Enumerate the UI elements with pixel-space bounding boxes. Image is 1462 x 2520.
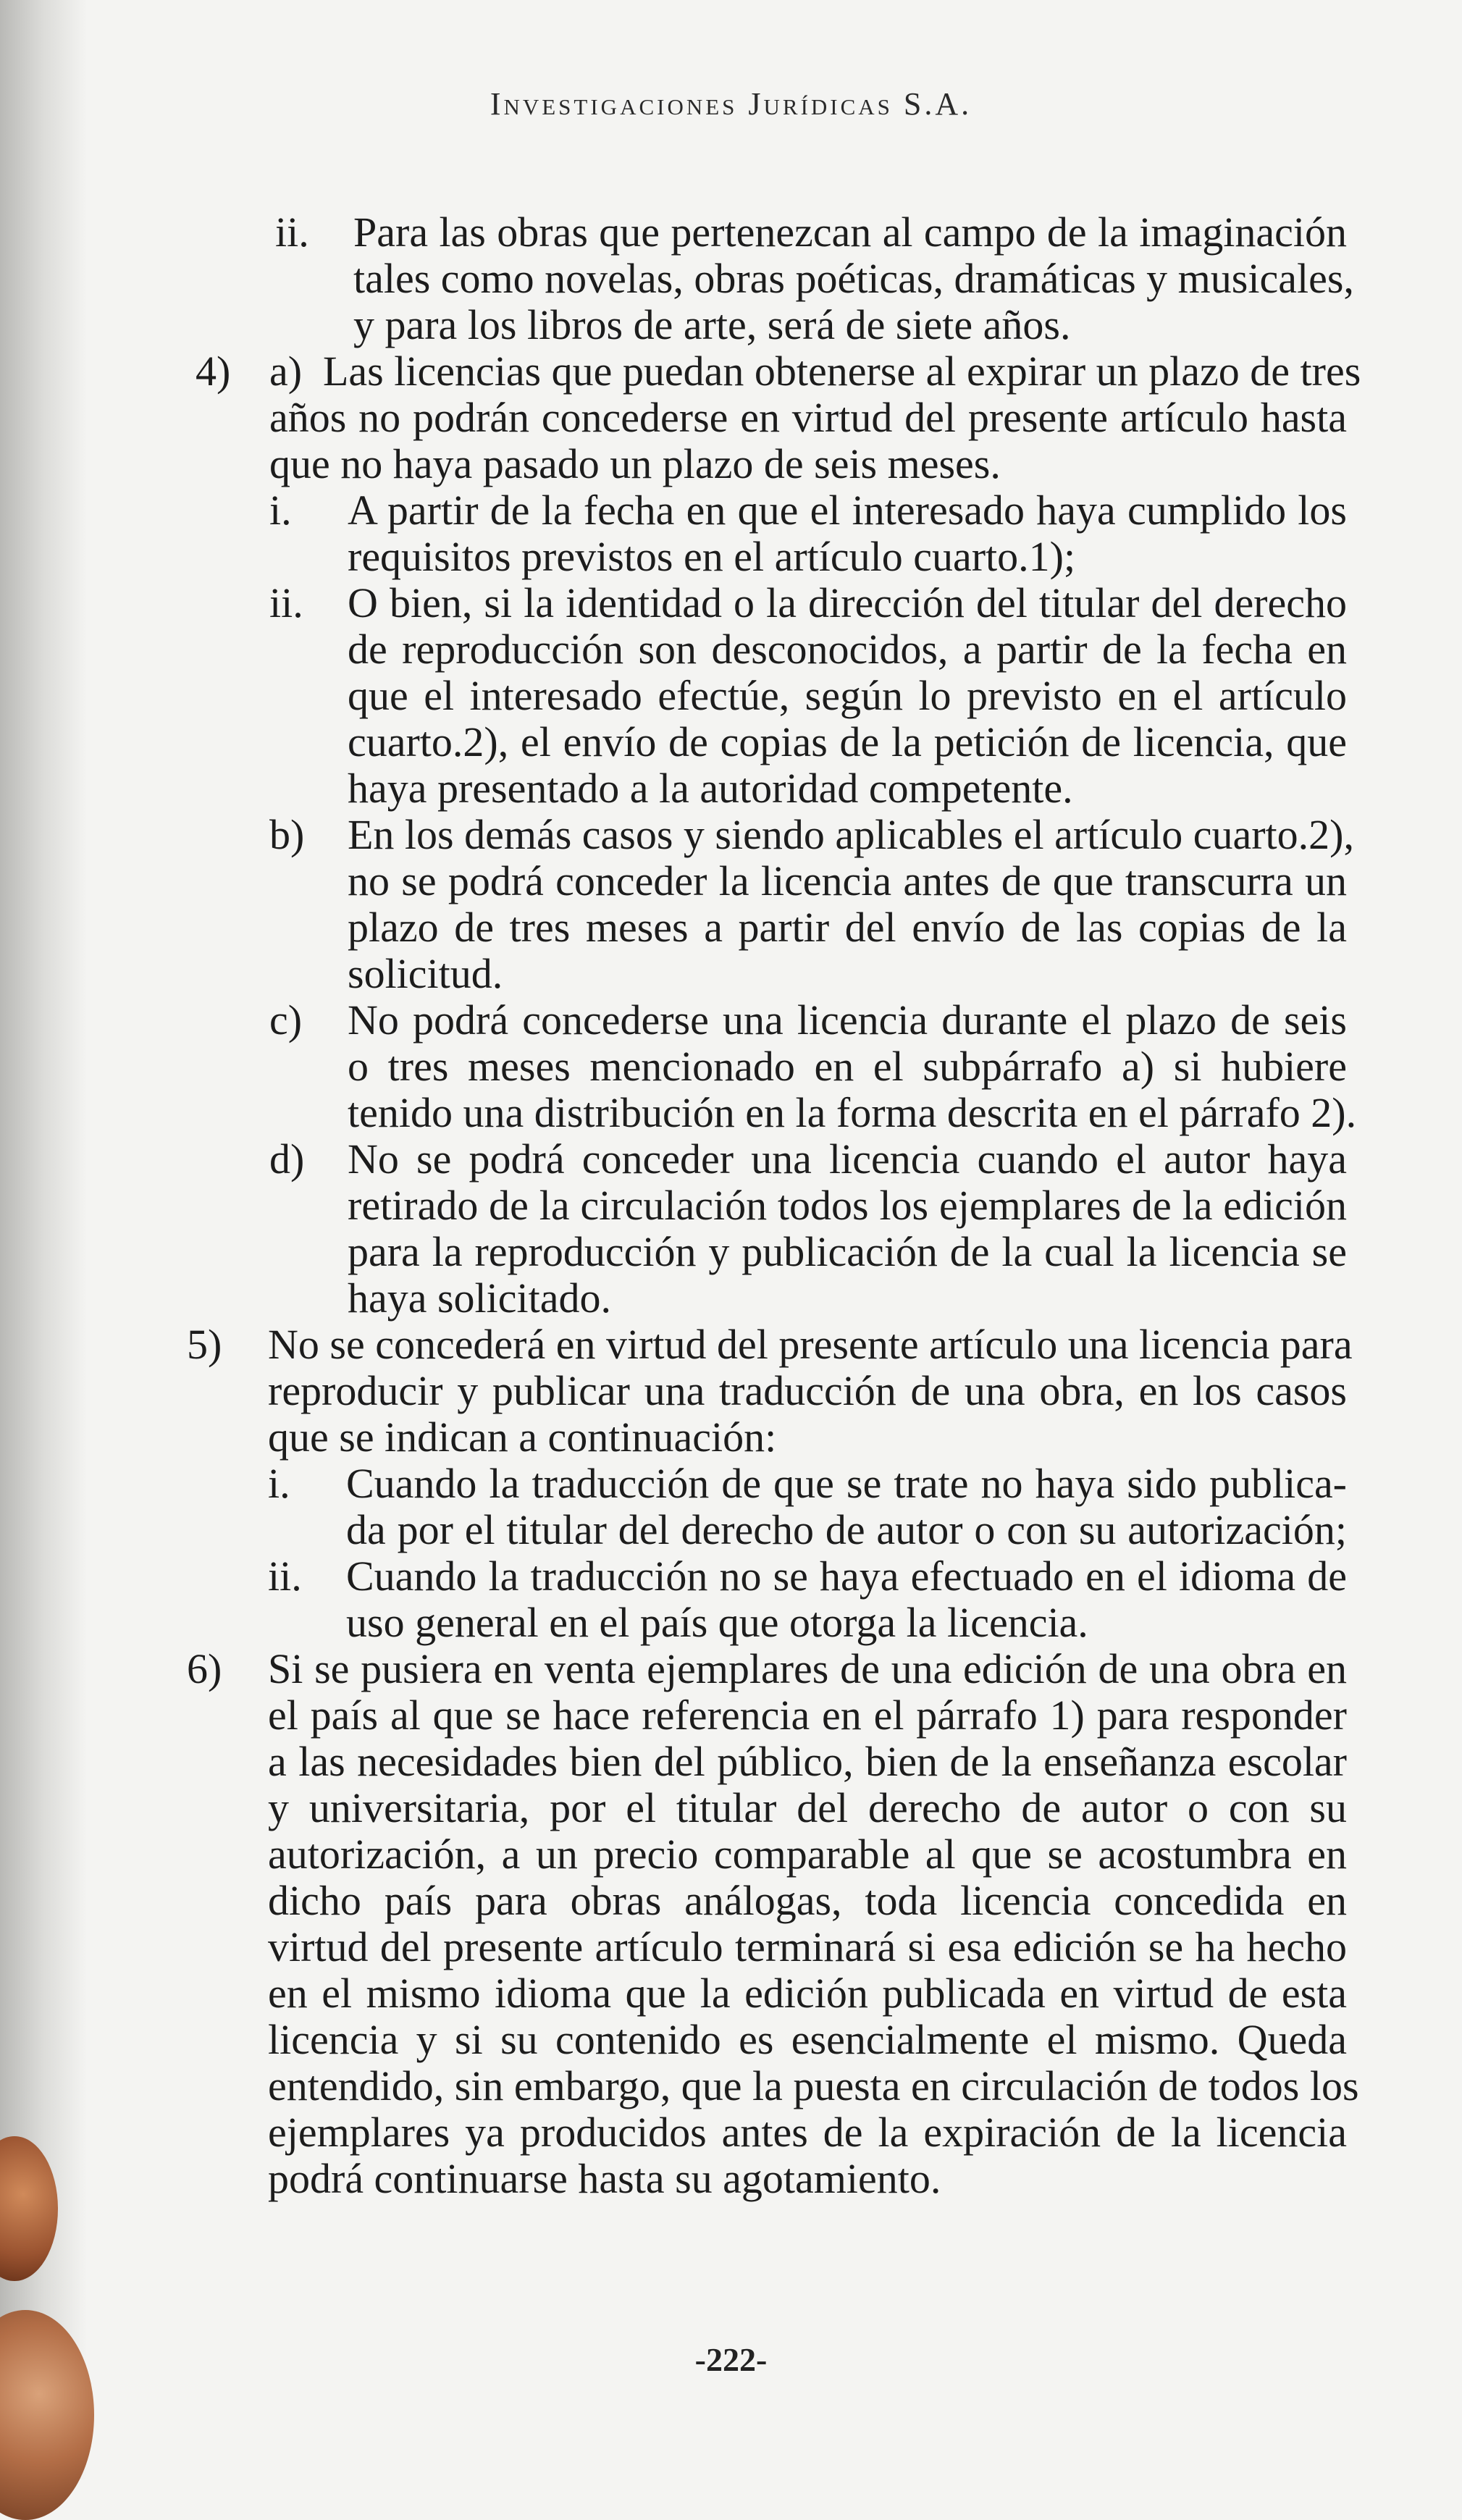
text-line: Cuando la traducción de que se trate no haya sido publica- [346, 1460, 1347, 1507]
text-line: y universitaria, por el titular del derecho de autor o con su [268, 1784, 1347, 1831]
text-line: dicho país para obras análogas, toda licencia concedida en [268, 1877, 1347, 1924]
text-line: A partir de la fecha en que el interesado haya cumplido los [348, 487, 1347, 534]
text-line: O bien, si la identidad o la dirección del titular del derecho [348, 579, 1347, 626]
paragraph-marker: 4) [196, 348, 231, 395]
text-line: No se concederá en virtud del presente artículo una licencia para [268, 1321, 1353, 1368]
paragraph-marker: 6) [187, 1645, 222, 1692]
item-marker: i. [269, 487, 292, 534]
text-line: ejemplares ya producidos antes de la expiración de la licencia [268, 2109, 1347, 2156]
text-line: entendido, sin embargo, que la puesta en circulación de todos los [268, 2062, 1359, 2109]
text-line: haya solicitado. [348, 1274, 612, 1322]
text-line: licencia y si su contenido es esencialmente el mismo. Queda [268, 2016, 1347, 2063]
text-line: cuarto.2), el envío de copias de la petición de licencia, que [348, 718, 1347, 765]
text-line: autorización, a un precio comparable al que se acostumbra en [268, 1831, 1347, 1878]
item-marker: ii. [268, 1553, 302, 1600]
item-marker: ii. [275, 209, 309, 256]
subparagraph-marker: c) [269, 996, 303, 1043]
text-line: tenido una distribución en la forma descrita en el párrafo 2). [348, 1089, 1357, 1136]
text-line: Para las obras que pertenezcan al campo de la imaginación [353, 209, 1347, 256]
text-line: que no haya pasado un plazo de seis meses. [269, 440, 1001, 487]
text-line: para la reproducción y publicación de la cual la licencia se [348, 1228, 1347, 1275]
text-line: requisitos previstos en el artículo cuarto.1); [348, 533, 1076, 580]
text-line: Si se pusiera en venta ejemplares de una edición de una obra en [268, 1645, 1347, 1692]
text-line: haya presentado a la autoridad competente. [348, 765, 1073, 812]
text-line: virtud del presente artículo terminará si esa edición se ha hecho [268, 1923, 1347, 1970]
text-line: retirado de la circulación todos los ejemplares de la edición [348, 1182, 1347, 1229]
text-line: años no podrán concederse en virtud del presente artículo hasta [269, 394, 1347, 441]
text-line: de reproducción son desconocidos, a partir de la fecha en [348, 626, 1347, 673]
text-line: el país al que se hace referencia en el párrafo 1) para responder [268, 1692, 1347, 1739]
text-line: En los demás casos y siendo aplicables el artículo cuarto.2), [348, 811, 1354, 858]
text-line: que se indican a continuación: [268, 1414, 777, 1461]
text-line: uso general en el país que otorga la licencia. [346, 1599, 1088, 1646]
text-line: reproducir y publicar una traducción de una obra, en los casos [268, 1367, 1347, 1414]
text-line: en el mismo idioma que la edición publicada en virtud de esta [268, 1970, 1347, 2017]
item-marker: i. [268, 1460, 290, 1507]
text-line: No podrá concederse una licencia durante el plazo de seis [348, 996, 1347, 1043]
text-line: tales como novelas, obras poéticas, dramáticas y musicales, [353, 255, 1354, 302]
text-line: podrá continuarse hasta su agotamiento. [268, 2155, 941, 2202]
text-line: No se podrá conceder una licencia cuando el autor haya [348, 1135, 1347, 1183]
text-line: da por el titular del derecho de autor o con su autorización; [346, 1506, 1347, 1553]
text-line: solicitud. [348, 950, 503, 997]
subparagraph-marker: a) [269, 348, 303, 395]
text-line: plazo de tres meses a partir del envío de las copias de la [348, 904, 1347, 951]
text-line: que el interesado efectúe, según lo previsto en el artículo [348, 672, 1347, 719]
text-line: o tres meses mencionado en el subpárrafo a) si hubiere [348, 1043, 1347, 1090]
text-line: y para los libros de arte, será de siete años. [353, 301, 1071, 348]
text-line: a las necesidades bien del público, bien de la enseñanza escolar [268, 1738, 1347, 1785]
subparagraph-marker: d) [269, 1135, 305, 1183]
text-line: no se podrá conceder la licencia antes de que transcurra un [348, 857, 1347, 904]
text-line: Cuando la traducción no se haya efectuado en el idioma de [346, 1553, 1347, 1600]
running-header: Investigaciones Jurídicas S.A. [490, 86, 972, 122]
item-marker: ii. [269, 579, 303, 626]
page-number: -222- [694, 2341, 768, 2378]
paragraph-marker: 5) [187, 1321, 222, 1368]
subparagraph-marker: b) [269, 811, 305, 858]
text-line: Las licencias que puedan obtenerse al expirar un plazo de tres [323, 348, 1361, 395]
